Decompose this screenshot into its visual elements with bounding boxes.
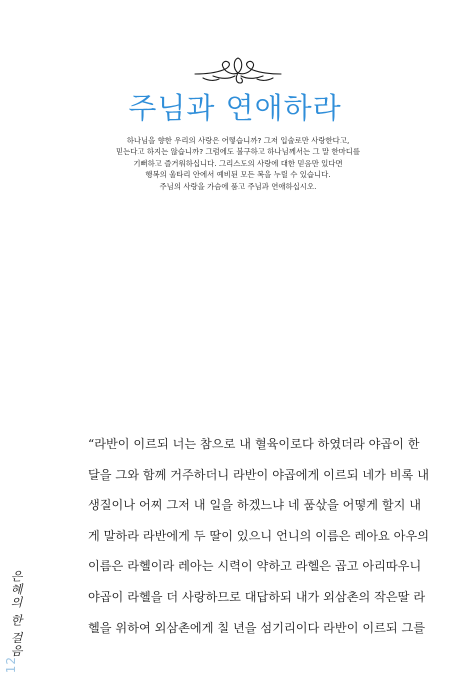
scripture-passage: [88, 429, 450, 643]
intro-line: 주님의 사랑을 가슴에 품고 주님과 연애하십시오.: [159, 181, 317, 191]
passage-line: 야곱이 라헬을 더 사랑하므로 대답하되 내가 외삼촌의 작은딸 라: [88, 589, 426, 604]
passage-line: 게 말하라 라반에게 두 딸이 있으니 언니의 이름은 레아요 아우의: [88, 528, 429, 543]
intro-line: 행복의 울타리 안에서 예비된 모든 복을 누릴 수 있습니다.: [145, 170, 331, 180]
flourish-scroll-icon: [193, 56, 283, 86]
passage-line: 생질이나 어찌 그저 내 일을 하겠느냐 네 품삯을 어떻게 할지 내: [88, 498, 422, 513]
book-title: 은혜의 한 걸음: [9, 570, 23, 658]
intro-line: 하나님을 향한 우리의 사랑은 어떻습니까? 그저 입술로만 사랑한다고,: [126, 136, 350, 145]
page-title: 주님과 연애하라: [128, 91, 342, 125]
intro-line: 기뻐하고 즐거워하십니다. 그리스도의 사랑에 대한 믿음만 있다면: [133, 158, 343, 168]
intro-line: 믿는다고 하지는 않습니까? 그럼에도 불구하고 하나님께서는 그 말 한마디를: [115, 147, 361, 157]
page-number: 12: [4, 656, 18, 674]
passage-line: 이름은 라헬이라 레아는 시력이 약하고 라헬은 곱고 아리따우니: [88, 559, 422, 574]
passage-line: 헬을 위하여 외삼촌에게 칠 년을 섬기리이다 라반이 이르되 그를: [88, 620, 426, 635]
passage-line: “라반이 이르되 너는 참으로 내 혈육이로다 하였더라 야곱이 한: [88, 437, 420, 451]
intro-paragraph: [92, 135, 384, 192]
passage-line: 달을 그와 함께 거주하더니 라반이 야곱에게 이르되 네가 비록 내: [88, 467, 429, 482]
